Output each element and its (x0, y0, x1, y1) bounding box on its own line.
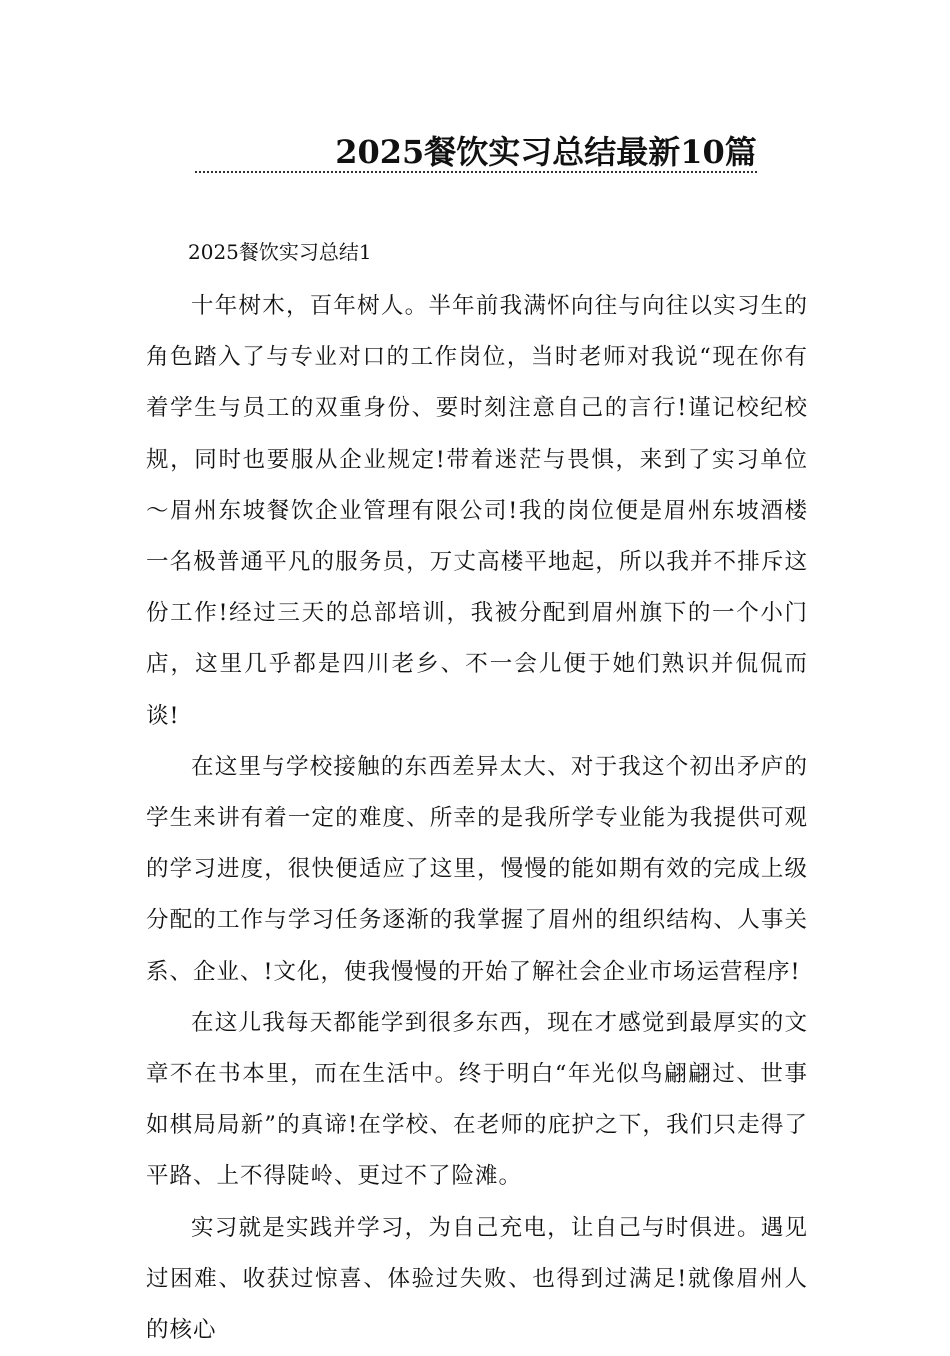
paragraph-2: 在这里与学校接触的东西差异太大、对于我这个初出矛庐的学生来讲有着一定的难度、所幸的是我所学专业能为我提供可观的学习进度，很快便适应了这里，慢慢的能如期有效的完成上级分配的工作与学习任务逐渐的我掌握了眉州的组织结构、人事关系、企业、!文化，使我慢慢的开始了解社会企业市场运营程序! (146, 753, 808, 985)
document-title (146, 128, 806, 176)
document-body (146, 281, 808, 1356)
section-heading: 2025餐饮实习总结1 (188, 240, 372, 264)
document-title-text: 2025餐饮实习总结最新10篇 (195, 133, 757, 173)
paragraph-1: 十年树木，百年树人。半年前我满怀向往与向往以实习生的角色踏入了与专业对口的工作岗位，当时老师对我说“现在你有着学生与员工的双重身份、要时刻注意自己的言行!谨记校纪校规，同时也要服从企业规定!带着迷茫与畏惧，来到了实习单位～眉州东坡餐饮企业管理有限公司!我的岗位便是眉州东坡酒楼一名极普通平凡的服务员，万丈高楼平地起，所以我并不排斥这份工作!经过三天的总部培训，我被分配到眉州旗下的一个小门店，这里几乎都是四川老乡、不一会儿便于她们熟识并侃侃而谈! (146, 293, 808, 729)
paragraph-3: 在这儿我每天都能学到很多东西，现在才感觉到最厚实的文章不在书本里，而在生活中。终于明白“年光似鸟翩翩过、世事如棋局局新”的真谛!在学校、在老师的庇护之下，我们只走得了平路、上不得陡岭、更过不了险滩。 (146, 1009, 808, 1190)
paragraph-4: 实习就是实践并学习，为自己充电，让自己与时俱进。遇见过困难、收获过惊喜、体验过失败、也得到过满足!就像眉州人的核心 (146, 1214, 808, 1344)
